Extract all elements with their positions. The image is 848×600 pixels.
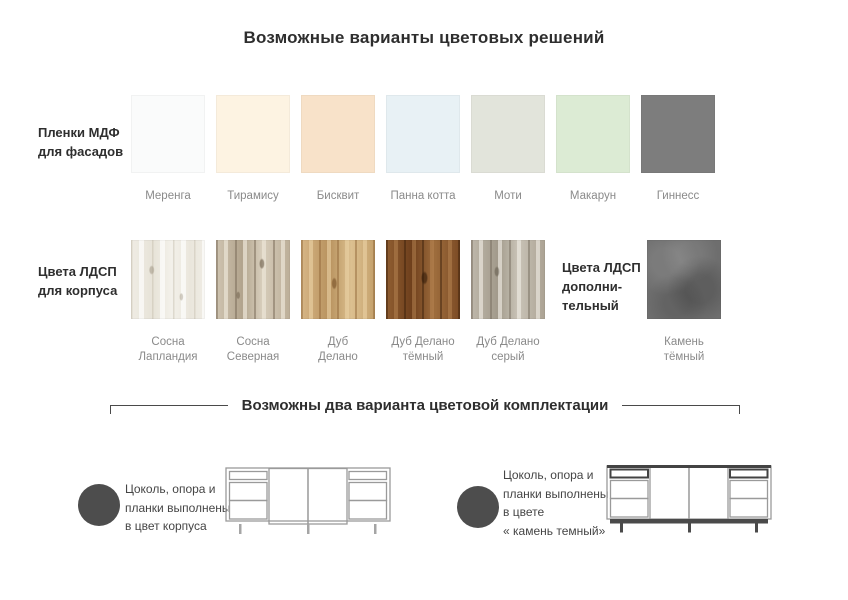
- variants-subtitle-block: [110, 396, 740, 415]
- swatch-label: Тирамису: [227, 190, 279, 202]
- swatch-dub-delano-dark: [386, 240, 460, 365]
- page-title: Возможные варианты цветовых решений: [243, 28, 605, 47]
- wood-texture-chip: [386, 240, 460, 319]
- variant1-color-dot: [78, 484, 120, 526]
- swatch-label: Бисквит: [316, 190, 360, 202]
- swatch-moti: [471, 95, 545, 204]
- swatch-label: Панна котта: [390, 190, 456, 202]
- swatch-dub-delano: [301, 240, 375, 365]
- variants-subtitle: Возможны два варианта цветовой комплектации: [241, 397, 609, 414]
- bracket-line-right: [622, 405, 740, 414]
- swatch-tiramisu: [216, 95, 290, 204]
- sideboard-illustration-dark-stone: [605, 464, 773, 534]
- swatch-label: Макарун: [569, 190, 617, 202]
- color-chip: [301, 95, 375, 173]
- wood-texture-chip: [471, 240, 545, 319]
- wood-texture-chip: [216, 240, 290, 319]
- swatch-label: Меренга: [145, 190, 191, 202]
- swatch-label: Дуб Делано: [318, 336, 358, 363]
- swatch-sosna-laplandiya: [131, 240, 205, 365]
- stone-texture-chip: [647, 240, 721, 319]
- ldsp-additional-label: Цвета ЛДСП дополни- тельный: [562, 260, 641, 313]
- color-chip: [216, 95, 290, 173]
- swatch-panna-cotta: [386, 95, 460, 204]
- swatch-label: Дуб Делано серый: [476, 336, 540, 363]
- swatch-label: Моти: [494, 190, 522, 202]
- swatch-label: Сосна Северная: [226, 336, 280, 363]
- swatch-sosna-severnaya: [216, 240, 290, 365]
- ldsp-body-label: Цвета ЛДСП для корпуса: [38, 264, 118, 298]
- mdf-swatch-row: [131, 95, 726, 204]
- color-chip: [641, 95, 715, 173]
- variant2-color-dot: [457, 486, 499, 528]
- swatch-makarun: [556, 95, 630, 204]
- mdf-films-label: Пленки МДФ для фасадов: [38, 125, 124, 159]
- swatch-ginness: [641, 95, 715, 204]
- variant2-description: Цоколь, опора и планки выполнены в цвете « камень темный»: [503, 468, 609, 538]
- color-chip: [386, 95, 460, 173]
- swatch-kamen-temny: [647, 240, 721, 365]
- swatch-merenga: [131, 95, 205, 204]
- color-chip: [471, 95, 545, 173]
- swatch-label: Камень тёмный: [663, 336, 705, 363]
- swatch-label: Сосна Лапландия: [138, 336, 198, 363]
- sideboard-illustration-body-color: [224, 466, 392, 536]
- color-chip: [131, 95, 205, 173]
- swatch-biskvit: [301, 95, 375, 204]
- swatch-label: Дуб Делано тёмный: [391, 336, 455, 363]
- color-chip: [556, 95, 630, 173]
- wood-texture-chip: [301, 240, 375, 319]
- variant1-description: Цоколь, опора и планки выполнены в цвет корпуса: [125, 482, 231, 533]
- swatch-label: Гиннесс: [656, 190, 700, 202]
- bracket-line-left: [110, 405, 228, 414]
- ldsp-swatch-row: [131, 240, 732, 365]
- swatch-dub-delano-gray: [471, 240, 545, 365]
- wood-texture-chip: [131, 240, 205, 319]
